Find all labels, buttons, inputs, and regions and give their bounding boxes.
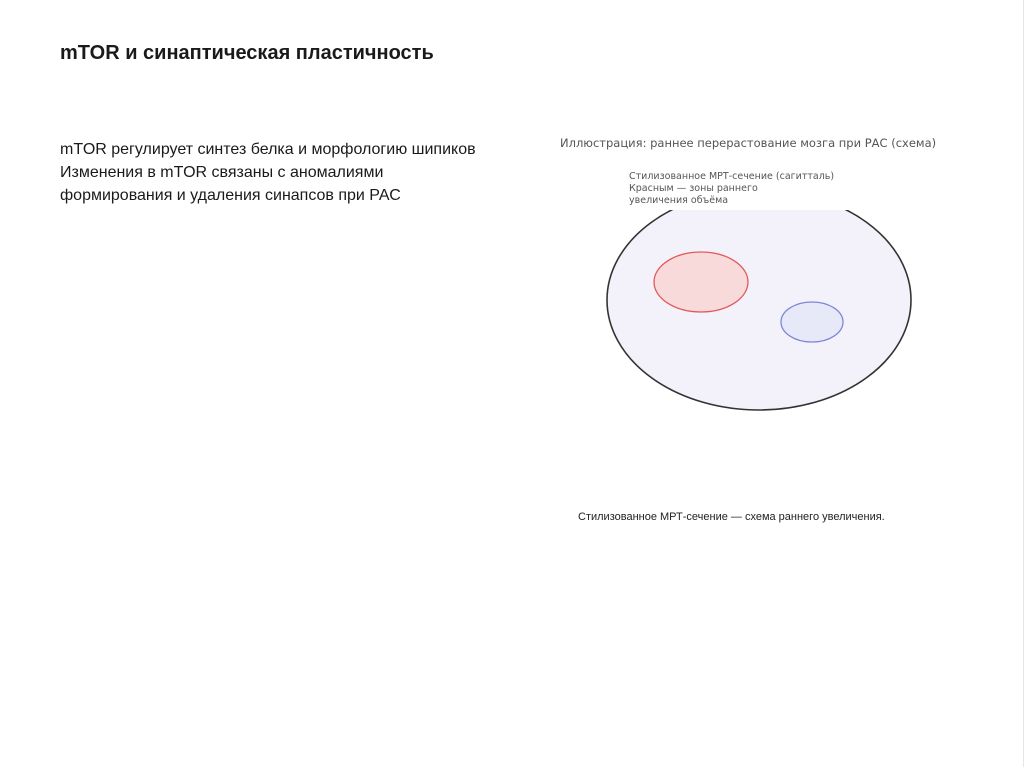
early-enlargement-zone [654,252,748,312]
brain-mri-diagram [600,210,920,450]
brain-outline [607,210,911,410]
body-line-3: формирования и удаления синапсов при РАС [60,187,401,204]
body-line-2: Изменения в mTOR связаны с аномалиями [60,164,384,181]
figure-title: Иллюстрация: раннее перерастование мозга при РАС (схема) [560,136,937,150]
figure-note [629,171,834,207]
figure-caption: Стилизованное МРТ-сечение — схема раннего увеличения. [578,511,885,523]
slide-title: mTOR и синаптическая пластичность [60,42,434,64]
body-text [60,138,540,207]
figure-note-line-1: Стилизованное МРТ-сечение (сагитталь) [629,171,835,182]
figure-note-line-2: Красным — зоны раннего [629,183,758,194]
body-line-1: mTOR регулирует синтез белка и морфологию шипиков [60,141,476,158]
comparison-zone [781,302,843,342]
figure-note-line-3: увеличения объёма [629,195,729,206]
